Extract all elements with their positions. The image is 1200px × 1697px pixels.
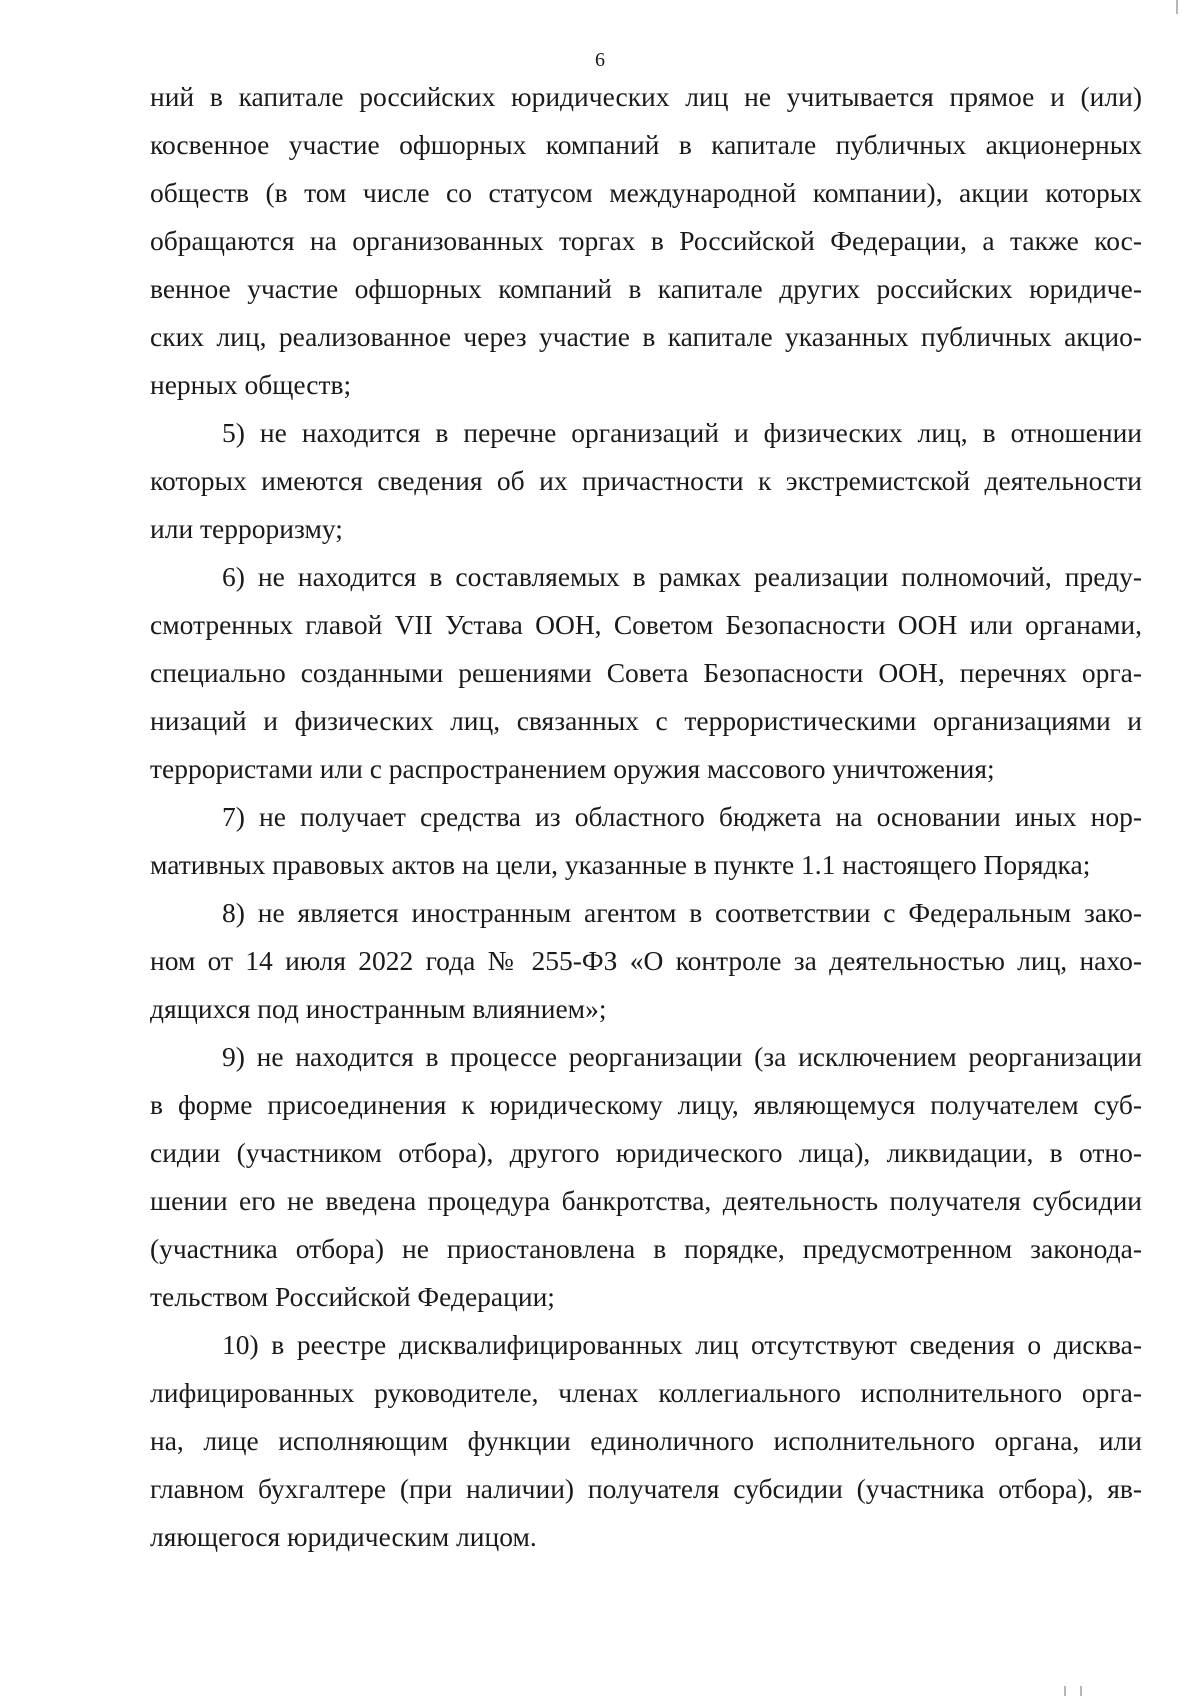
text-line: венное участие офшорных компаний в капитале других российских юридиче- <box>150 273 1142 304</box>
text-line: главном бухгалтере (при наличии) получателя субсидии (участника отбора), яв- <box>150 1473 1142 1504</box>
text-line: ляющегося юридическим лицом. <box>150 1521 537 1552</box>
text-line: ний в капитале российских юридических лиц не учитывается прямое и (или) <box>150 81 1142 112</box>
text-line: 9) не находится в процессе реорганизации (за исключением реорганизации <box>222 1041 1142 1072</box>
text-line: сидии (участником отбора), другого юридического лица), ликвидации, в отно- <box>150 1137 1142 1168</box>
text-line: ном от 14 июля 2022 года № 255-ФЗ «О контроле за деятельностью лиц, нахо- <box>150 945 1142 976</box>
document-body <box>150 73 1142 1561</box>
paragraph <box>150 793 1142 889</box>
text-line: ских лиц, реализованное через участие в капитале указанных публичных акцио- <box>150 321 1142 352</box>
scan-mark-bottom-right <box>1064 1686 1066 1696</box>
text-line: обществ (в том числе со статусом международной компании), акции которых <box>150 177 1142 208</box>
scan-mark-top-right <box>1176 0 1178 14</box>
text-line: (участника отбора) не приостановлена в порядке, предусмотренном законода- <box>150 1233 1142 1264</box>
text-line: лифицированных руководителе, членах коллегиального исполнительного орга- <box>150 1377 1142 1408</box>
text-line: мативных правовых актов на цели, указанные в пункте 1.1 настоящего Порядка; <box>150 849 1091 880</box>
text-line: 10) в реестре дисквалифицированных лиц отсутствуют сведения о дисква- <box>222 1329 1142 1360</box>
text-line: террористами или с распространением оружия массового уничтожения; <box>150 753 995 784</box>
paragraph <box>150 409 1142 553</box>
paragraph <box>150 553 1142 793</box>
paragraph <box>150 73 1142 409</box>
paragraph <box>150 889 1142 1033</box>
text-line: низаций и физических лиц, связанных с террористическими организациями и <box>150 705 1142 736</box>
text-line: 8) не является иностранным агентом в соответствии с Федеральным зако- <box>222 897 1142 928</box>
scan-mark-bottom-right-2 <box>1080 1686 1082 1696</box>
text-line: на, лице исполняющим функции единоличного исполнительного органа, или <box>150 1425 1142 1456</box>
text-line: или терроризму; <box>150 513 343 544</box>
text-line: обращаются на организованных торгах в Российской Федерации, а также кос- <box>150 225 1142 256</box>
text-line: в форме присоединения к юридическому лицу, являющемуся получателем суб- <box>150 1089 1142 1120</box>
text-line: косвенное участие офшорных компаний в капитале публичных акционерных <box>150 129 1142 160</box>
text-line: 5) не находится в перечне организаций и физических лиц, в отношении <box>222 417 1142 448</box>
text-line: дящихся под иностранным влиянием»; <box>150 993 607 1024</box>
text-line: 7) не получает средства из областного бюджета на основании иных нор- <box>222 801 1142 832</box>
paragraph <box>150 1321 1142 1561</box>
text-line: специально созданными решениями Совета Безопасности ООН, перечнях орга- <box>150 657 1142 688</box>
text-line: шении его не введена процедура банкротства, деятельность получателя субсидии <box>150 1185 1142 1216</box>
text-line: нерных обществ; <box>150 369 352 400</box>
text-line: смотренных главой VII Устава ООН, Советом Безопасности ООН или органами, <box>150 609 1142 640</box>
paragraph <box>150 1033 1142 1321</box>
page-number: 6 <box>595 49 605 71</box>
text-line: которых имеются сведения об их причастности к экстремистской деятельности <box>150 465 1142 496</box>
text-line: тельством Российской Федерации; <box>150 1281 555 1312</box>
text-line: 6) не находится в составляемых в рамках реализации полномочий, преду- <box>222 561 1142 592</box>
